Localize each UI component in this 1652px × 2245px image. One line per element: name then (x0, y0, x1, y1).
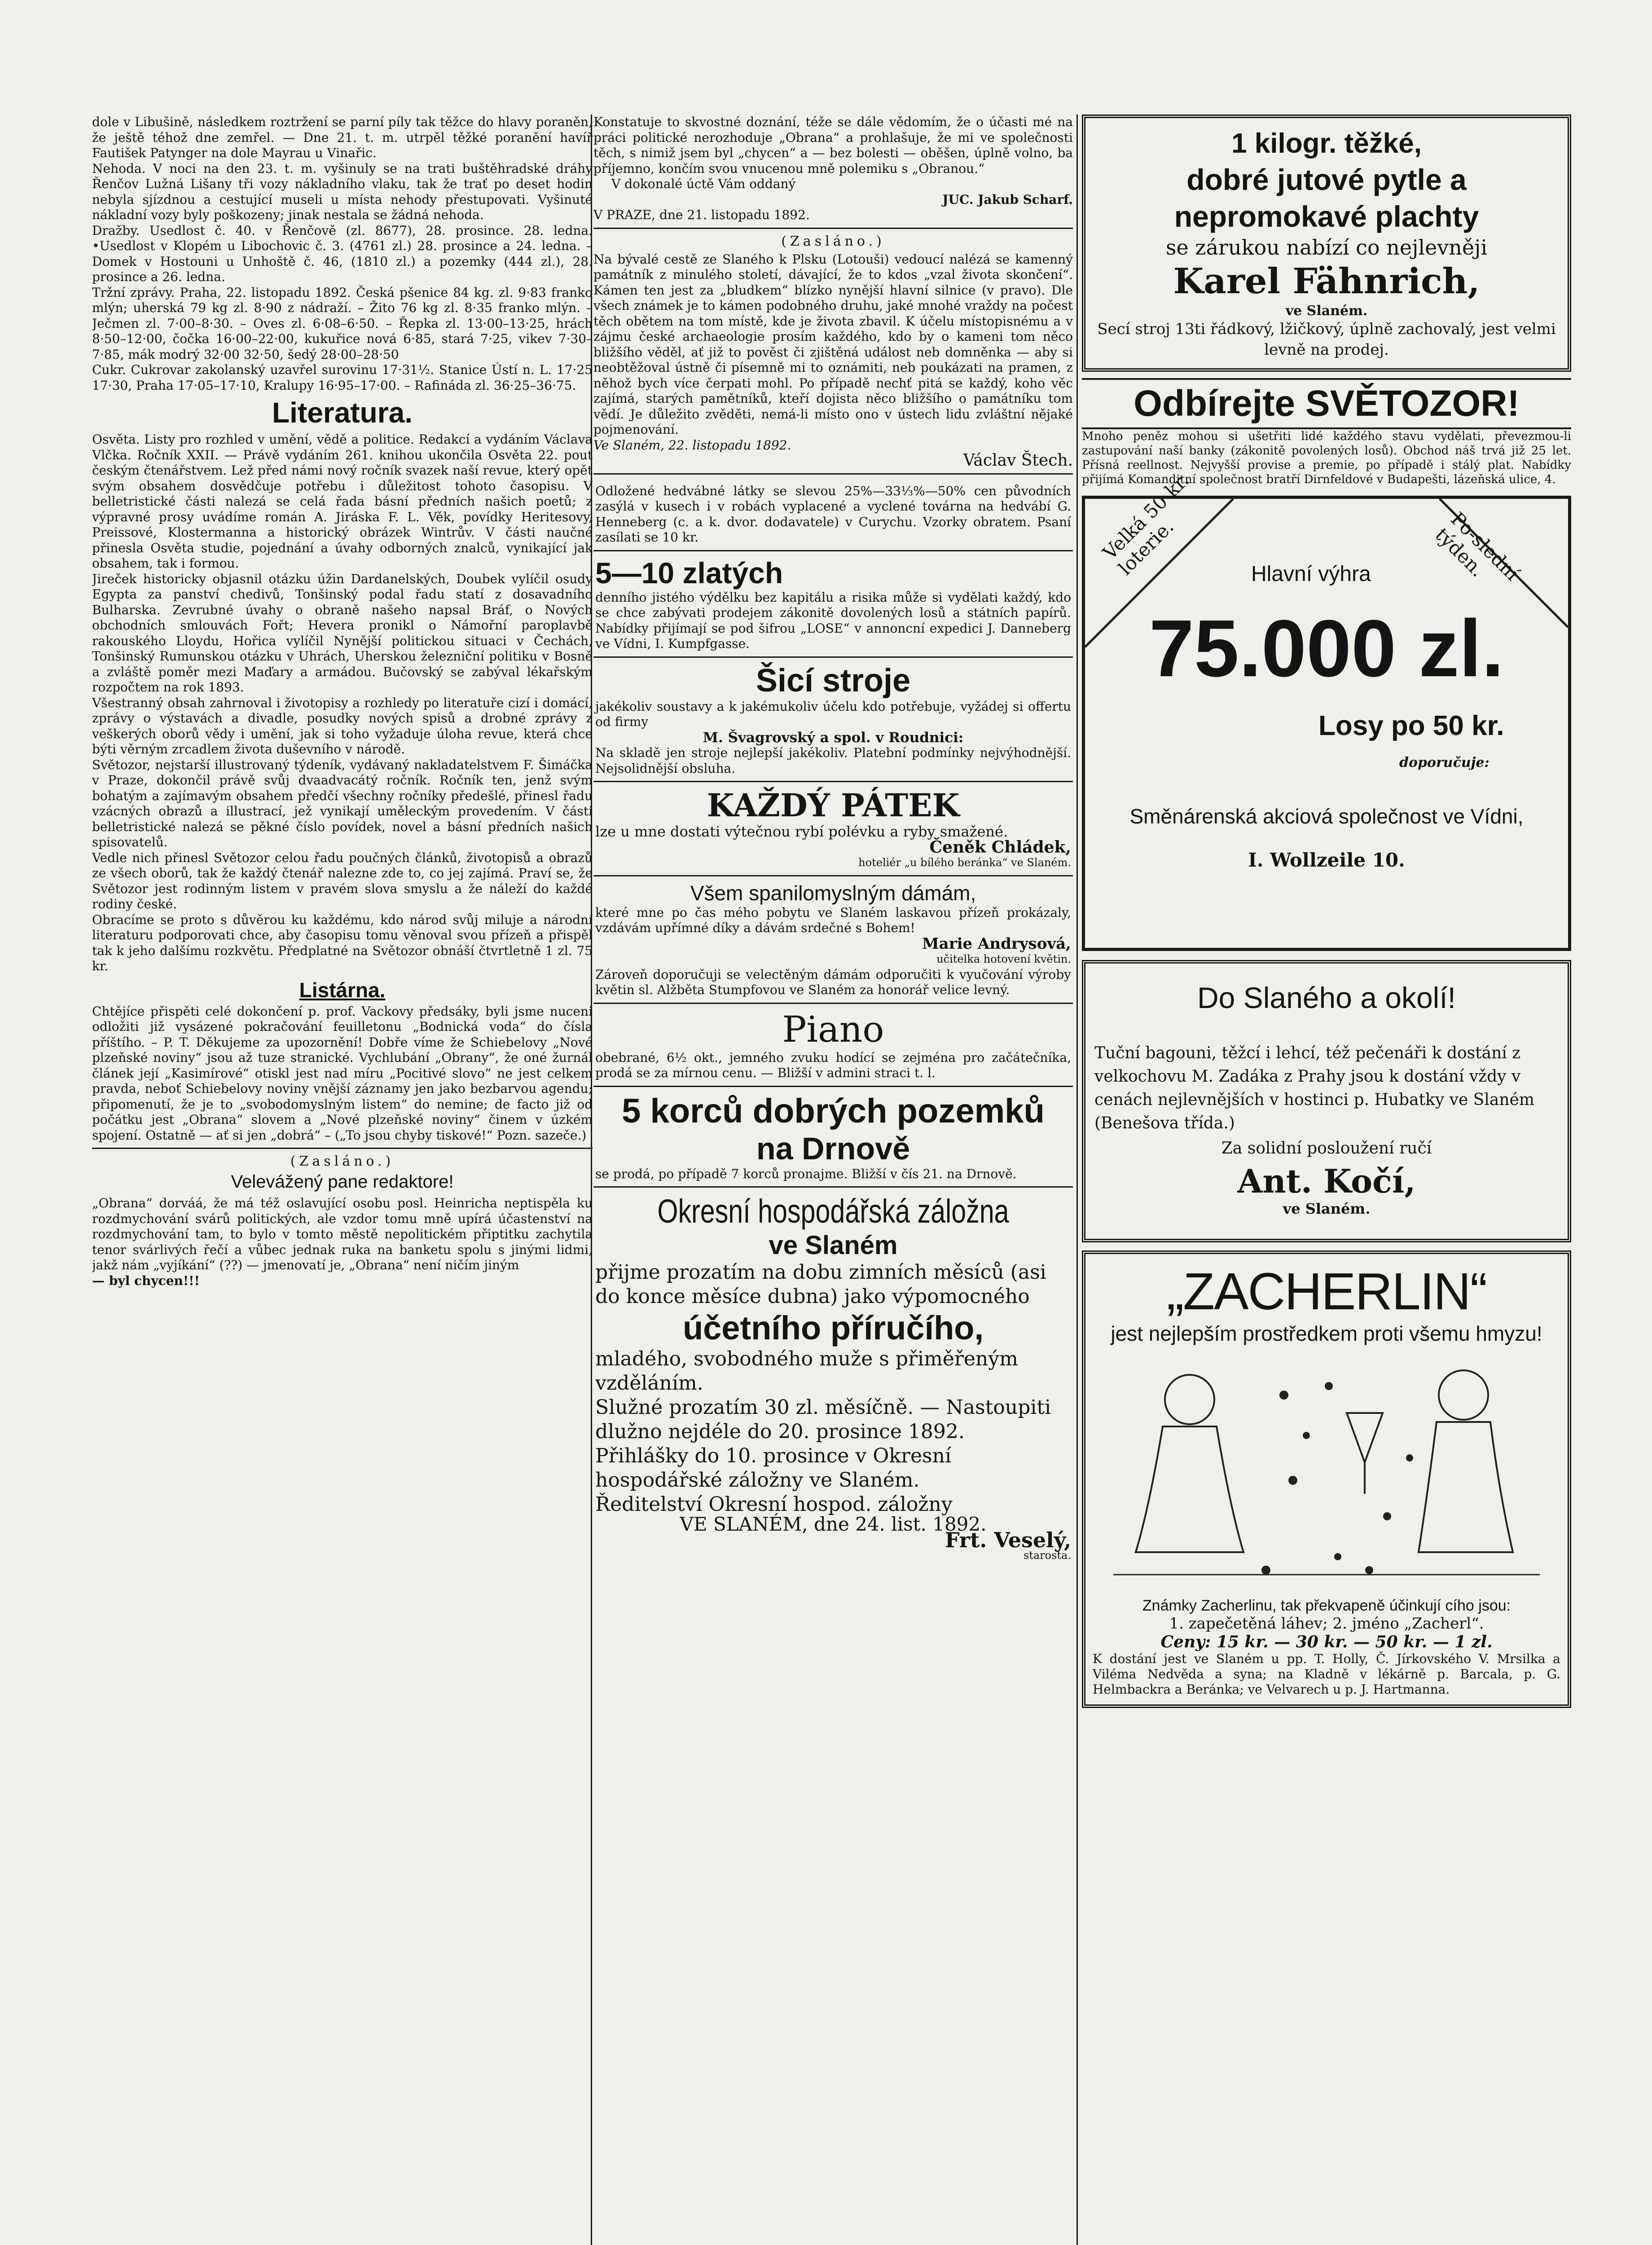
zaslano-label: (Zasláno.) (781, 233, 885, 249)
ad-do-slaneho (1082, 960, 1571, 1242)
news-paragraph: Dražby. Usedlost č. 40. v Řenčově (zl. 8677), 28. prosince. 28. ledna. •Usedlost v Klopém u Libochovic č. 3. (4761 zl.) 28. prosince a 24. ledna. – Domek v Hostouni u Unhoště č. 46, (1810 zl.) a pozemky (444 zl.), 28. prosince a 26. ledna. (92, 223, 593, 284)
news-paragraph: Cukr. Cukrovar zakolanský uzavřel surovinu 17·31½. Stanice Ústí n. L. 17·25 17·30, Praha 17·05–17·10, Kralupy 16·95–17·00. – Rafináda zl. 36·25–36·75. (92, 362, 593, 393)
pytle-text: Secí stroj 13ti řádkový, lžičkový, úplně zachovalý, jest velmi levně na prodej. (1097, 320, 1556, 359)
divider (593, 473, 1073, 475)
zacherlin-slogan: jest nejlepším prostředkem proti všemu hmyzu! (1111, 1322, 1542, 1345)
pytle-line3: nepromokavé plachty (1174, 200, 1479, 233)
zlatych-headline: 5—10 zlatých (595, 556, 783, 590)
damam-headline: Všem spanilomyslným dámám, (690, 881, 976, 905)
section-heading-literatura: Literatura. (272, 396, 413, 429)
divider (593, 228, 1073, 229)
pytle-firm: Karel Fähnrich, (1173, 261, 1480, 302)
literatura-paragraph: Světozor, nejstarší illustrovaný týdeník, vydávaný nakladatelstvem F. Šimáčka v Praze, dokončil právě svůj dvaadvacátý ročník. Ročník ten, jenž svým bohatým a zajímavým obsahem předčí všechny ročníky předešlé, přinesl řadu vzácných obrazů a illustrací, jež vynikají uměleckým provedením. V části belletristické nalezá se pěkné číslo povídek, novel a básní předních našich spisovatelů. (92, 757, 593, 850)
stech-date: Ve Slaném, 22. listopadu 1892. (593, 437, 791, 453)
zaslano-label: (Zasláno.) (290, 1153, 395, 1169)
sici-headline: Šicí stroje (756, 662, 911, 699)
patek-subtitle: hoteliér „u bílého beránka“ ve Slaném. (858, 856, 1071, 869)
zalozna-signature: Frt. Veselý, (945, 1527, 1071, 1552)
svetozor-headline: Odbírejte SVĚTOZOR! (1082, 378, 1571, 429)
literatura-paragraph: Obracíme se proto s důvěrou ku každému, kdo národ svůj miluje a národní literaturu podporovati chce, aby časopisu tomu věnoval svou přízeň a přispěl tak k jeho dalšímu rozkvětu. Předplatné na Světozor obnáší čtvrtletně 1 zl. 75 kr. (92, 912, 593, 973)
sici-text2: Na skladě jen stroje nejlepší jakékoliv. Platební podmínky nejvýhodnější. Nejsolidnější obsluha. (595, 745, 1071, 776)
ad-okresni-zalozna (593, 1188, 1073, 1568)
zacherlin-text1: Známky Zacherlinu, tak překvapeně účinkují cího jsou: (1142, 1597, 1511, 1614)
loterie-address: I. Wollzeile 10. (1248, 849, 1405, 871)
patek-headline: KAŽDÝ PÁTEK (707, 787, 960, 824)
letter-body: „Obrana“ dorváá, že má též oslavující osobu posl. Heinricha neptispěla ku rozdmychování svárů politických, ale vzdor tomu mně upírá účastenství na rozdmychování tam, to bylo v tomto městě nepolitickém připtitku zachytila tenor svárlivých řečí a vůbec jednak ruka na banketu spolu s jinými lidmi, jakž nám „vyjíkání“ (??) — jmenovatí je, „Obrana“ není ničím jiným (92, 1196, 593, 1272)
column-news (92, 114, 593, 2245)
slane-signature-2: ve Slaném. (1283, 1200, 1371, 1217)
pytle-line1: 1 kilogr. těžké, (1231, 128, 1422, 159)
zalozna-position: účetního příručího, (682, 1309, 984, 1347)
scharf-greeting: V dokonalé úctě Vám oddaný (611, 176, 796, 191)
piano-text: obebrané, 6½ okt., jemného zvuku hodící se zejména pro začátečníka, prodá se za mírnou cenu. — Bližší v admini straci t. l. (595, 1050, 1071, 1080)
letter-salutation: Velevážený pane redaktore! (231, 1172, 454, 1192)
zalozna-signature-sub: starosta. (1023, 1549, 1071, 1562)
slane-signature: Ant. Kočí, (1237, 1162, 1416, 1200)
ad-korcu (593, 1087, 1073, 1188)
section-heading-listarna: Listárna. (299, 978, 386, 1002)
zalozna-text5: Ředitelství Okresní hospod. záložny (595, 1493, 953, 1516)
piano-headline: Piano (782, 1008, 884, 1050)
zacherlin-text2: 1. zapečetěná láhev; 2. jméno „Zacherl“. (1169, 1615, 1484, 1633)
news-paragraph: Nehoda. V noci na den 23. t. m. vyšinuly se na trati buštěhradské dráhy Řenčov Lužná Lišany tři vozy nákladního vlaku, tak že trať po deset hodin nebyla sjízdnou a cestující museli u místa nehody přestupovati. Vyšinuté nákladní vozy byly poškozeny; jinak nestala se žádná nehoda. (92, 161, 593, 222)
ad-pytle (1082, 114, 1571, 372)
column-ads (1082, 114, 1571, 2245)
literatura-paragraph: Všestranný obsah zahrnoval i životopisy a rozhledy po literatuře cizí i domácí, zprávy o výstavách a divadle, posudky nových spisů a drobné zprávy z veškerých oborů vědy i umění, jak si toho vyžaduje úloha revue, která chce býti věrným zrcadlem života duševního v národě. (92, 695, 593, 757)
zalozna-text3: Služné prozatím 30 zl. měsíčně. — Nastoupiti dlužno nejdéle do 20. prosince 1892. (595, 1396, 1051, 1443)
ad-zacherlin (1082, 1250, 1571, 1708)
letter-end: — byl chycen!!! (92, 1273, 200, 1288)
korcu-headline-2: na Drnově (756, 1131, 910, 1166)
damam-signature: Marie Andrysová, (922, 934, 1071, 953)
literatura-paragraph: Vedle nich přinesl Světozor celou řadu poučných článků, životopisů a obrazů ze všech oborů, tak že každý čtenář nalezne zde to, co jej zajímá. Praví se, že Světozor jest rodinným listem v pravém slova smyslu a že náleží do každé rodiny české. (92, 850, 593, 911)
ad-zlatych (593, 551, 1073, 658)
loterie-doporucuje: doporučuje: (1399, 755, 1489, 770)
korcu-text: se prodá, po případě 7 korců pronajme. Bližší v čís 21. na Drnově. (595, 1166, 1017, 1181)
sici-firm: M. Švagrovský a spol. v Roudnici: (703, 729, 964, 746)
loterie-losy: Losy po 50 kr. (1318, 710, 1504, 741)
loterie-amount: 75.000 zl. (1149, 603, 1504, 694)
divider (92, 1148, 593, 1149)
latky-text: Odložené hedvábné látky se slevou 25%—33⅓%—50% cen původních zasýlá v kusech i v robách vyplacené a vyclené továrna na hedvábí G. Henneberg (c. a k. dvor. dodavatele) v Curychu. Vzorky obratem. Psaní zasílati se 10 kr. (595, 483, 1071, 545)
column-divider-right (1076, 114, 1078, 2245)
column-middle (593, 114, 1073, 2245)
zalozna-text: přijme prozatím na dobu zimních měsíců (asi do konce měsíce dubna) jako výpomocného (595, 1261, 1046, 1308)
patek-signature: Čeněk Chládek, (929, 837, 1071, 857)
svetozor-text: Mnoho peněz mohou si ušetřiti lidé každého stavu vydělati, převezmou-li zastupování naší banky (zákonitě povolených losů). Obchod náš trvá již 25 let. Přísná reellnost. Nejvyšší provise a premie, po případě i stálý plat. Nabídky přijímá Komanditní společnost bratří Dirnfeldové v Budapešti, lázeňská ulice, 4. (1082, 430, 1571, 486)
slane-text2: Za solidní posloužení ručí (1221, 1139, 1432, 1158)
zacherlin-text3: K dostání jest ve Slaném u pp. T. Holly, Č. Jírkovského V. Mrsilka a Viléma Nedvěda a syna; na Kladně v lékárně p. Barcala, p. G. Helmbackra a Beránka; ve Velvarech u p. J. Hartmanna. (1093, 1651, 1560, 1697)
zalozna-date: VE SLANÉM, dne 24. list. 1892. (680, 1513, 987, 1535)
damam-text: které mne po čas mého pobytu ve Slaném laskavou přízeň prokázaly, vzdávám upřímné díky a dávám srdečné s Bohem! (595, 905, 1071, 935)
ad-piano (593, 1004, 1073, 1087)
zlatych-text: denního jistého výdělku bez kapitálu a risika může si vydělati každý, kdo se chce zabývati prodejem zákonitě dovolených losů a státních papírů. Nabídky přijímají se pod šifrou „LOSE“ v annoncní expedici J. Danneberg ve Vídni, I. Kumpfgasse. (595, 590, 1071, 651)
news-paragraph: dole v Libušině, následkem roztržení se parní píly tak těžce do hlavy poraněn, že ještě téhož dne zemřel. — Dne 21. t. m. utrpěl těžké poranění havíř Fautišek Patynger na dole Mayrau u Vinařic. (92, 114, 593, 160)
slane-headline: Do Slaného a okolí! (1197, 981, 1456, 1014)
zacherlin-headline: „ZACHERLIN“ (1166, 1262, 1487, 1321)
zacherlin-prices: Ceny: 15 kr. — 30 kr. — 50 kr. — 1 zl. (1160, 1633, 1493, 1651)
ad-damam (593, 876, 1073, 1004)
pytle-line4: se zárukou nabízí co nejlevněji (1165, 235, 1488, 260)
stech-signature: Václav Štech. (963, 451, 1073, 470)
zalozna-text4: Přihlášky do 10. prosince v Okresní hospodářské záložny ve Slaném. (595, 1444, 952, 1492)
zalozna-text2: mladého, svobodného muže s přiměřeným vzděláním. (595, 1347, 1018, 1395)
listarna-paragraph: Chtějíce přispěti celé dokončení p. prof. Vackovy předsáky, byli jsme nuceni odložiti již vysázené pokračování feuilletonu „Bodnická voda“ do čísla příštího. – P. T. Děkujeme za upozornění! Dobře víme že Schiebelovy „Nové plzeňské noviny“ jsou až tuze stranické. Vychlubání „Obrany“, že oné žurnál článek její „Kasimírové“ otiskl jest nad míru „Pocitivé slovo“ ne jest celkem pravda, neboť Schiebelovy noviny vnější záznamy jen jako bezbarvou agendu; připomenutí, že je to „svobodomyslným listem“ do nemine; de facto již od počátku jest „Obrana“ slovem a „Nové plzeňské noviny“ činem v úzkém spojení. Ostatně — ať si jen „dobrá“ – („To jsou chyby tiskové!“ Pozn. sazeče.) (92, 1004, 593, 1143)
literatura-paragraph: Jireček historicky objasnil otázku úžin Dardanelských, Doubek vylíčil osudy Egypta za panství chedivů, Tonšinský podal řadu statí z dosavadního Bulharska. Zevrubné úvahy o obraně našeho napsal Bráf, o Nových obchodních smlouvách Fořt; Hevera pronikl o Námořní paroplavbě rakouského Lloydu, Hořica vylíčil Nynější politickou situaci v Čechách, Tonšinský Rumunskou otázku v Uhrách, Uherskou železniční politiku v Bosně a zvláště poměr mezi Maďary a armádou. Bučovský se zabýval lékařským rozpočtem na rok 1893. (92, 571, 593, 695)
sici-text: jakékoliv soustavy a k jakémukoliv účelu kdo potřebuje, vyžádej si offertu od firmy (595, 699, 1071, 729)
ad-loterie (1082, 469, 1571, 951)
pytle-line2: dobré jutové pytle a (1186, 163, 1467, 196)
scharf-date: V PRAZE, dne 21. listopadu 1892. (593, 207, 810, 222)
scharf-statement: Konstatuje to skvostné doznání, téže se dále vědomím, že o účasti mé na práci politické nerozhoduje „Obrana“ a prohlašuje, že mi ve společnosti těch, s nimiž jsem byl „chycen“ a — bez bolesti — oběšen, úplně volno, ba příjemno, končím svou vnucenou mně polemiku s „Obranou.“ (593, 114, 1073, 176)
literatura-paragraph: Osvěta. Listy pro rozhled v umění, vědě a politice. Redakcí a vydáním Václava Vlčka. Ročník XXII. — Právě vydáním 261. knihou ukončila Osvěta 22. pout českým čtenářstvem. Lež před námi nový ročník svazek naší revue, který opět svým obsahem dosvědčuje potřebu i důležitost tohoto časopisu. V belletristické části nalezá se celá řada básní předních našich poetů; z výpravné prosy uvádíme román A. Jiráska F. L. Věk, povídky Heritesovy, Preissové, Klostermanna a historický obrázek Wintrův. V části naučné přinesla Osvěta studie, pojednání a úvahy odborných znalců, vynikající jak obsahem, tak i formou. (92, 432, 593, 571)
loterie-corner-right: Po-slední týden. (1431, 508, 1524, 585)
loterie-vyhra: Hlavní výhra (1251, 562, 1371, 586)
ad-sici-stroje (593, 658, 1073, 783)
stech-text: Na bývalé cestě ze Slaného k Plsku (Lotouši) vedoucí nalézá se kamenný památník z minulého století, dávající, že to kdos „vzal života skončení“. Kámen ten jest za „bludkem“ blízko nynější hlavní silnice (v pravo). Dle všech známek je to kámen podobného druhu, jaké mnohé vraždy na počest těch obětem na tom místě, kde je života zbavil. K účelu místopisnému a v zájmu české archaeologie prosím každého, kdo by o kameni tom něco bližšího věděl, ať již to pověst či zjištěná událost neb domněnka — aby si neobtěžoval ústně či písemně mi to oznámiti, neb poukázati na pramen, z něhož bych více čerpati mohl. Po případě nechť pitá se každý, koho věc zajímá, starých pamětníků, kteří dojista něco bližšího o památníku tom vědí. Je důležito zvěděti, nemá-li místo ono v ústech lidu zvláštní nějaké pojmenování. (593, 251, 1073, 437)
slane-text1: Tuční bagouni, těžcí i lehcí, též pečenáři k dostání z velkochovu M. Zadáka z Prahy jsou k dostání vždy v cenách nejlevnějších v hostinci p. Hubatky ve Slaném (Benešova třída.) (1094, 1044, 1534, 1132)
zalozna-city: ve Slaném (769, 1231, 898, 1260)
pytle-city: ve Slaném. (1285, 303, 1368, 319)
zalozna-headline: Okresní hospodářská záložna (657, 1193, 1009, 1230)
zacherlin-illustration (1093, 1346, 1560, 1597)
korcu-headline: 5 korců dobrých pozemků (622, 1092, 1045, 1130)
damam-subtitle: učitelka hotovení květin. (936, 953, 1071, 965)
children-insects-image (1093, 1346, 1560, 1597)
loterie-bank: Směnárenská akciová společnost ve Vídni, (1129, 805, 1524, 828)
damam-text2: Zároveň doporučuji se velectěným dámám odporučiti k vyučování výroby květin sl. Alžběta Stumpfovou ve Slaném za honorář velice levný. (595, 967, 1071, 997)
ad-kazdy-patek (593, 782, 1073, 876)
loterie-corner-left: Velká 50 kr. loterie. (1098, 469, 1194, 580)
ad-latky (593, 479, 1073, 551)
scharf-signature: JUC. Jakub Scharf. (942, 192, 1073, 207)
patek-text: lze u mne dostati výtečnou rybí polévku a ryby smažené. (595, 823, 1008, 840)
news-paragraph: Tržní zprávy. Praha, 22. listopadu 1892. Česká pšenice 84 kg. zl. 9·83 franko mlýn; uherská 79 kg zl. 8·90 z nádraží. – Žito 76 kg zl. 8·35 franko mlýn. – Ječmen zl. 7·00–8·30. – Oves zl. 6·08–6·50. – Řepka zl. 13·00–13·25, hrách 8·50–12·00, čočka 16·00–22·00, kukuřice nová 6·85, stará 7·25, vikev 7·30–7·85, mák modrý 32·00 32·50, šedý 28·00–28·50 (92, 285, 593, 362)
